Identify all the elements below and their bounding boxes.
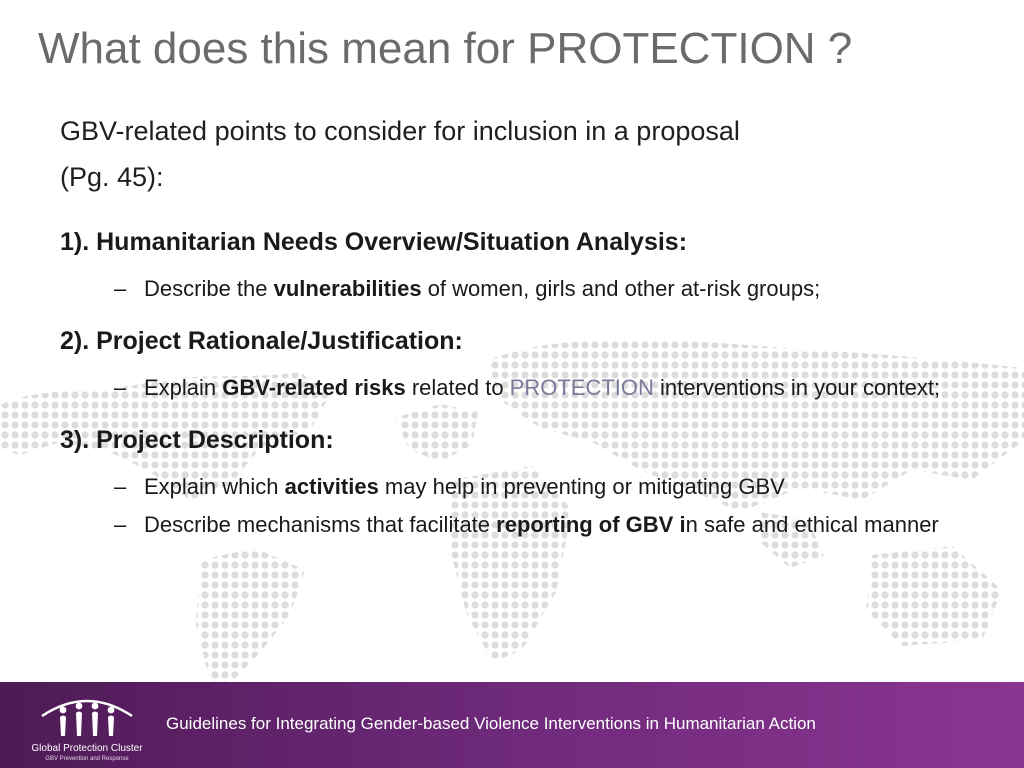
four-people-arc-logo-icon (36, 690, 138, 742)
bullet-text: interventions in your context; (653, 375, 941, 400)
bullet-highlight: GBV-related risks (222, 375, 406, 400)
bullet-highlight: reporting of GBV i (496, 512, 686, 537)
bullet-item (114, 371, 980, 404)
intro-line-1: GBV-related points to consider for inclusion in a proposal (60, 116, 740, 146)
bullet-dash: – (114, 512, 127, 537)
bullet-highlight: vulnerabilities (273, 276, 422, 301)
bullet-text: may help in preventing or mitigating GBV (378, 474, 785, 499)
bullet-text: related to (405, 375, 510, 400)
section-project-description (60, 420, 980, 541)
footer-guidelines-text: Guidelines for Integrating Gender-based Violence Interventions in Humanitarian Action (166, 714, 816, 733)
bullet-accent: PROTECTION (509, 375, 654, 400)
bullet-item (114, 272, 980, 305)
slide-title: What does this mean for PROTECTION ? (38, 24, 853, 73)
bullet-text: Explain which (144, 474, 285, 499)
bullet-item (114, 508, 980, 541)
section-heading: 3). Project Description: (60, 426, 334, 454)
footer-bar (0, 682, 1024, 768)
bullet-text: n safe and ethical manner (685, 512, 939, 537)
bullet-list (60, 470, 980, 541)
logo-name: Global Protection Cluster (31, 743, 143, 754)
intro-line-2: (Pg. 45): (60, 162, 164, 192)
logo-subtitle: GBV Prevention and Response (45, 756, 129, 762)
bullet-item (114, 470, 980, 503)
bullet-list (60, 272, 980, 305)
bullet-dash: – (114, 375, 127, 400)
bullet-text: Describe mechanisms that facilitate (144, 512, 497, 537)
intro-text (60, 108, 960, 200)
section-heading: 1). Humanitarian Needs Overview/Situation Analysis: (60, 228, 688, 256)
bullet-highlight: activities (284, 474, 379, 499)
bullet-text: Describe the (144, 276, 274, 301)
global-protection-cluster-logo (28, 690, 146, 764)
bullet-dash: – (114, 276, 127, 301)
bullet-text: of women, girls and other at-risk groups; (421, 276, 821, 301)
bullet-dash: – (114, 474, 127, 499)
bullet-text: Explain (144, 375, 223, 400)
section-heading: 2). Project Rationale/Justification: (60, 327, 463, 355)
section-project-rationale (60, 321, 980, 404)
content-sections (60, 222, 980, 557)
section-needs-overview (60, 222, 980, 305)
bullet-list (60, 371, 980, 404)
